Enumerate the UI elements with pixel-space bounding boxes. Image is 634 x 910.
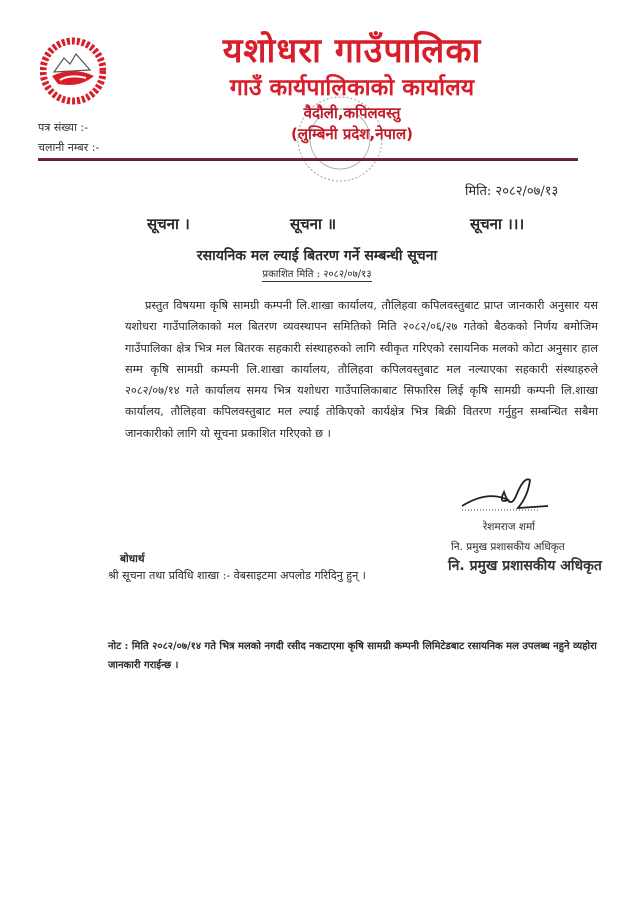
address-line-1: वैदौली,कपिलवस्तु: [303, 104, 401, 122]
letter-number-label: पत्र संख्या :-: [38, 121, 89, 134]
notice-label-3: सूचना ।।।: [470, 215, 525, 233]
address-line-2: (लुम्बिनी प्रदेश,नेपाल): [291, 125, 413, 143]
signatory-name: रेशमराज शर्मा: [483, 521, 535, 533]
cc-heading: बोधार्थ: [120, 553, 145, 565]
cc-line: श्री सूचना तथा प्रविधि शाखा :- वेबसाइटमा अपलोड गरिदिनु हुन् ।: [108, 569, 366, 582]
letter-date: मिति: २०८२/०७/१३: [465, 184, 559, 199]
notice-label-1: सूचना ।: [147, 215, 190, 233]
office-stamp: [290, 92, 390, 187]
footnote: नोट : मिति २०८२/०७/१४ गते भित्र मलको नगदी रसीद नकटाएमा कृषि सामग्री कम्पनी लिमिटेडबाट रसायनिक मल उपलब्ध नहुने व्यहोरा जानकारी गराईन्छ ।: [108, 641, 597, 671]
published-date-text: प्रकाशित मिति : २०८२/०७/१३: [262, 269, 372, 280]
signatory-stamp: नि. प्रमुख प्रशासकीय अधिकृत: [448, 558, 602, 574]
dispatch-number-label: चलानी नम्बर :-: [38, 141, 100, 154]
notice-heading: रसायनिक मल ल्याई बितरण गर्ने सम्बन्धी सूचना: [196, 248, 438, 264]
header-divider: [38, 158, 578, 161]
signatory-position: नि. प्रमुख प्रशासकीय अधिकृत: [451, 541, 565, 553]
notice-label-2: सूचना ॥: [290, 215, 337, 233]
office-name: गाउँ कार्यपालिकाको कार्यालय: [229, 75, 475, 101]
published-date: [0, 266, 634, 280]
signature: [458, 470, 558, 520]
notice-body: प्रस्तुत विषयमा कृषि सामग्री कम्पनी लि.शाखा कार्यालय, तौलिहवा कपिलवस्तुबाट प्राप्त जानकारी अनुसार यस यशोधरा गाउँपालिकाको मल बितरण व्यवस्थापन समितिको मिति २०८२/०६/२७ गतेको बैठकको निर्णय बमोजिम गाउँपालिका क्षेत्र भित्र मल बितरक सहकारी संस्थाहरुको लागि स्वीकृत गरिएको रसायनिक मलको कोटा अनुसार हाल सम्म कृषि सामग्री कम्पनी लि.शाखा कार्यालय, तौलिहवा कपिलवस्तुबाट मल नल्याएका सहकारी संस्थाहरुले २०८२/०७/१४ गते कार्यालय समय भित्र यशोधरा गाउँपालिकाबाट सिफारिस लिई कृषि सामग्री कम्पनी लि.शाखा कार्यालय, तौलिहवा कपिलवस्तुबाट मल ल्याई तोकिएको कार्यक्षेत्र भित्र बिक्री वितरण गर्नुहुन सम्बन्धित सबैमा जानकारीको लागि यो सूचना प्रकाशित गरिएको छ ।: [125, 299, 598, 440]
municipality-name: यशोधरा गाउँपालिका: [222, 31, 482, 71]
